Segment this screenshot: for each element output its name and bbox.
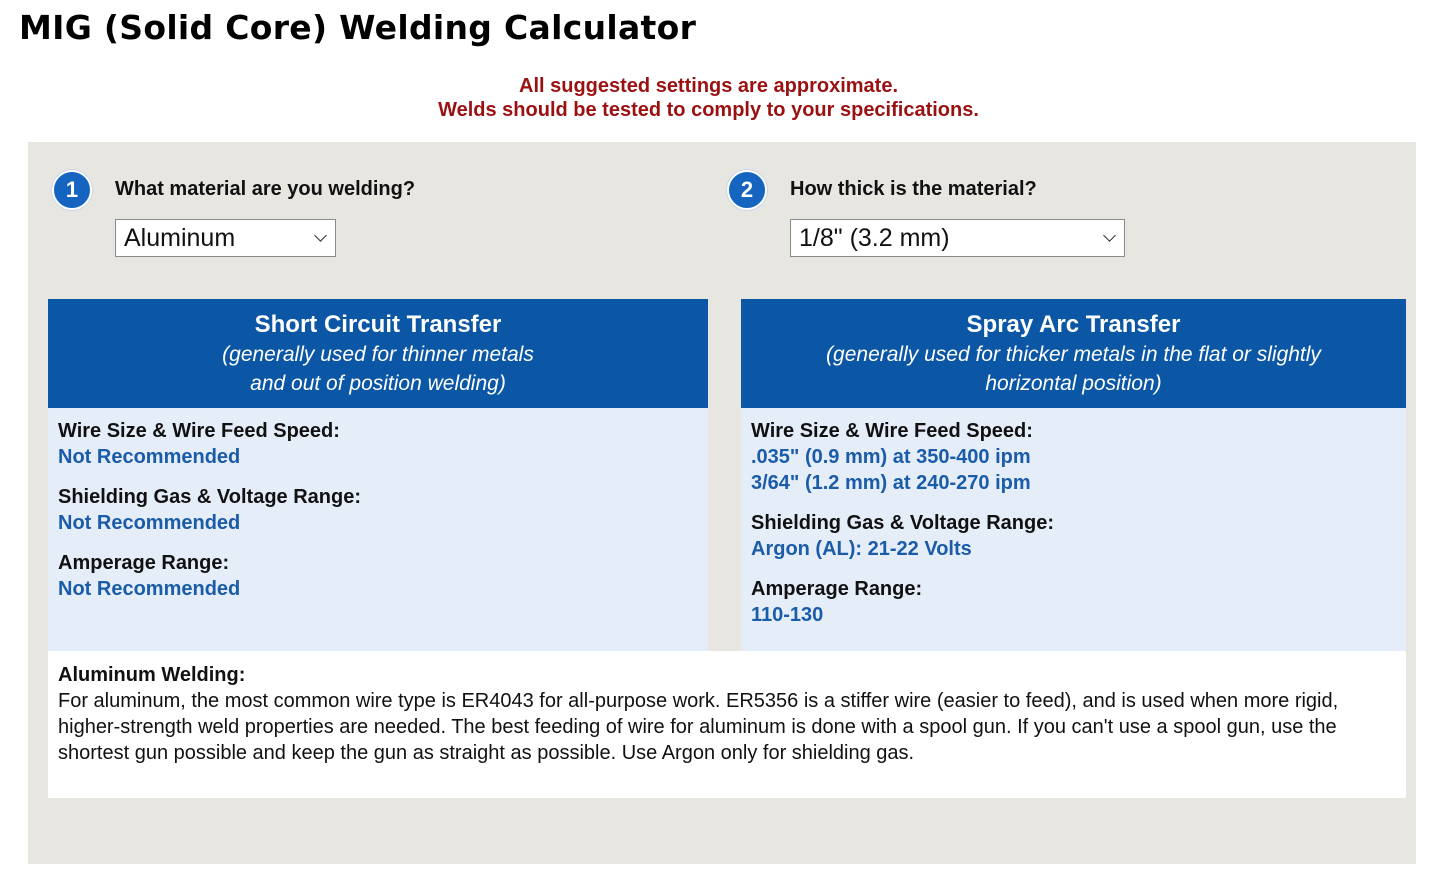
wire-size-value: .035" (0.9 mm) at 350-400 ipm: [751, 446, 1031, 468]
spray-arc-subtitle: (generally used for thicker metals in the flat or slightly: [826, 343, 1321, 366]
wire-size-field: [58, 418, 698, 470]
thickness-select-value: 1/8" (3.2 mm): [799, 223, 950, 252]
short-circuit-title: Short Circuit Transfer: [254, 311, 502, 338]
amperage-value: Not Recommended: [58, 578, 241, 600]
material-select-value: Aluminum: [124, 223, 236, 252]
material-note: [48, 651, 1406, 798]
short-circuit-header: [48, 299, 708, 408]
wire-size-label: Wire Size & Wire Feed Speed:: [751, 420, 1033, 442]
spray-arc-title: Spray Arc Transfer: [966, 311, 1181, 338]
shielding-gas-label: Shielding Gas & Voltage Range:: [751, 512, 1055, 534]
chevron-down-icon: [314, 229, 327, 242]
amperage-value: 110-130: [751, 604, 824, 626]
page-title: MIG (Solid Core) Welding Calculator: [19, 8, 697, 47]
disclaimer-line: All suggested settings are approximate.: [519, 75, 898, 97]
wire-size-value: 3/64" (1.2 mm) at 240-270 ipm: [751, 472, 1031, 494]
disclaimer: [0, 74, 1417, 122]
amperage-label: Amperage Range:: [751, 578, 923, 600]
spray-arc-body: [741, 408, 1406, 628]
step-number-badge: 1: [52, 170, 92, 210]
wire-size-label: Wire Size & Wire Feed Speed:: [58, 420, 340, 442]
note-text: For aluminum, the most common wire type is ER4043 for all-purpose work. ER5356 is a stiffer wire (easier to feed), and is used when more rigid, higher-strength weld properties are needed. The best feeding of wire for aluminum is done with a spool gun. If you can't use a spool gun, use the shortest gun possible and keep the gun as straight as possible. Use Argon only for shielding gas.: [58, 690, 1339, 764]
amperage-field: [751, 576, 1396, 628]
wire-size-value: Not Recommended: [58, 446, 241, 468]
step-number-badge: 2: [727, 170, 767, 210]
shielding-gas-label: Shielding Gas & Voltage Range:: [58, 486, 362, 508]
shielding-gas-value: Not Recommended: [58, 512, 241, 534]
thickness-question: How thick is the material?: [790, 178, 1037, 200]
calculator-panel: [28, 142, 1416, 864]
shielding-gas-value: Argon (AL): 21-22 Volts: [751, 538, 972, 560]
spray-arc-header: [741, 299, 1406, 408]
shielding-gas-field: [751, 510, 1396, 562]
amperage-field: [58, 550, 698, 602]
short-circuit-subtitle: (generally used for thinner metals: [222, 343, 534, 366]
spray-arc-card: [741, 299, 1406, 651]
amperage-label: Amperage Range:: [58, 552, 230, 574]
short-circuit-body: [48, 408, 708, 602]
spray-arc-subtitle: horizontal position): [985, 372, 1162, 395]
shielding-gas-field: [58, 484, 698, 536]
short-circuit-subtitle: and out of position welding): [250, 372, 506, 395]
disclaimer-line: Welds should be tested to comply to your specifications.: [438, 99, 979, 121]
wire-size-field: [751, 418, 1396, 496]
short-circuit-card: [48, 299, 708, 651]
material-question: What material are you welding?: [115, 178, 416, 200]
note-title: Aluminum Welding:: [58, 664, 246, 686]
chevron-down-icon: [1103, 229, 1116, 242]
thickness-select[interactable]: [790, 219, 1125, 257]
material-select[interactable]: [115, 219, 336, 257]
